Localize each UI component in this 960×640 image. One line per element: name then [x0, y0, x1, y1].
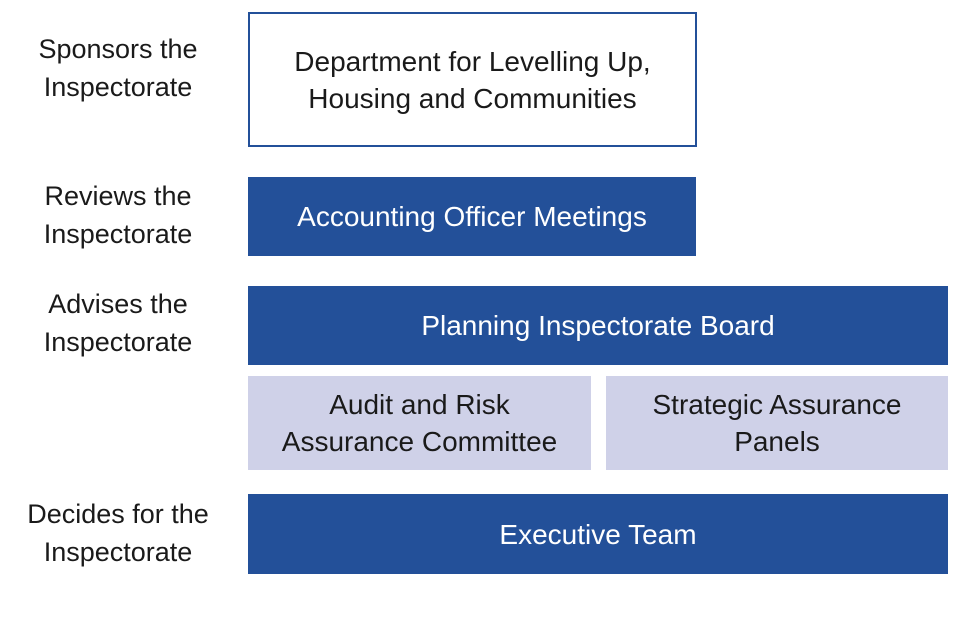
- label-line: Inspectorate: [43, 327, 193, 357]
- board-box: [248, 286, 948, 365]
- strategic-panels-box: [606, 376, 948, 470]
- box-line: Executive Team: [499, 518, 697, 550]
- label-line: Decides for the: [27, 499, 209, 529]
- department-box: [248, 12, 697, 147]
- accounting-officer-box: [248, 177, 696, 256]
- label-line: Sponsors the: [38, 34, 198, 64]
- label-decides: [0, 495, 236, 571]
- label-line: Inspectorate: [43, 219, 193, 249]
- box-line: Housing and Communities: [308, 82, 637, 114]
- box-line: Audit and Risk: [329, 389, 510, 420]
- label-reviews: [0, 177, 236, 253]
- label-advises: [0, 285, 236, 361]
- label-line: Advises the: [48, 289, 188, 319]
- box-line: Accounting Officer Meetings: [297, 201, 647, 232]
- box-line: Strategic Assurance: [652, 389, 902, 420]
- label-line: Inspectorate: [43, 72, 193, 102]
- box-line: Planning Inspectorate Board: [421, 310, 775, 341]
- box-line: Department for Levelling Up,: [294, 45, 651, 77]
- audit-committee-box: [248, 376, 591, 470]
- box-line: Panels: [734, 426, 820, 457]
- label-line: Inspectorate: [43, 537, 193, 567]
- box-line: Assurance Committee: [281, 426, 558, 457]
- label-line: Reviews the: [44, 181, 192, 211]
- label-sponsors: [0, 30, 236, 106]
- executive-team-box: [248, 494, 948, 574]
